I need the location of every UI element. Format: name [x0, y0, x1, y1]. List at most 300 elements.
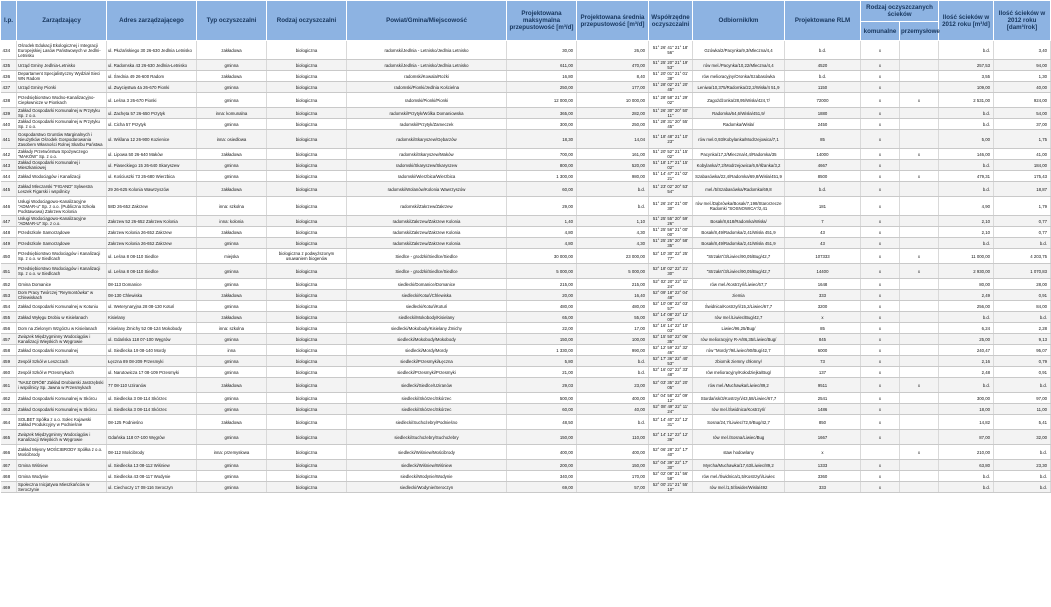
- cell-municipal[interactable]: x: [861, 279, 900, 290]
- cell-avg-capacity[interactable]: 161,00: [577, 149, 649, 160]
- cell-type[interactable]: zakładowa: [197, 415, 267, 430]
- cell-kind[interactable]: biologiczna: [267, 82, 347, 93]
- cell-avg-capacity[interactable]: 170,00: [577, 471, 649, 482]
- lp[interactable]: 445: [1, 182, 17, 197]
- cell-daily-volume[interactable]: 2,49: [939, 290, 994, 301]
- cell-max-capacity[interactable]: 150,00: [507, 430, 577, 445]
- cell-address[interactable]: ul. Siedlecka 13 08-112 Wiśniew: [107, 460, 197, 471]
- table-row[interactable]: [1, 171, 1051, 182]
- cell-yearly-volume[interactable]: 0,79: [994, 356, 1051, 367]
- lp[interactable]: 440: [1, 119, 17, 130]
- cell-coords[interactable]: 52° 06' 28" 22° 17' 40": [649, 445, 693, 460]
- cell-avg-capacity[interactable]: 990,00: [577, 345, 649, 356]
- cell-coords[interactable]: 51° 20' 52" 21° 15' 02": [649, 149, 693, 160]
- cell-kind[interactable]: biologiczna: [267, 460, 347, 471]
- cell-manager[interactable]: Zakład Wodociągów i Kanalizacji: [17, 171, 107, 182]
- cell-manager[interactable]: Dom Pracy Twórczej "Reymontówka" w Chlewiskach: [17, 290, 107, 301]
- cell-avg-capacity[interactable]: b.d.: [577, 415, 649, 430]
- cell-daily-volume[interactable]: 2 531,00: [939, 93, 994, 108]
- cell-avg-capacity[interactable]: 215,00: [577, 279, 649, 290]
- cell-address[interactable]: 08-130 Chlewiska: [107, 290, 197, 301]
- cell-rlm[interactable]: 3360: [785, 471, 861, 482]
- cell-coords[interactable]: 52° 14' 40" 22° 12' 31": [649, 415, 693, 430]
- cell-municipal[interactable]: x: [861, 130, 900, 149]
- cell-coords[interactable]: 52° 10' 08" 22° 03' 57": [649, 301, 693, 312]
- lp[interactable]: 443: [1, 160, 17, 171]
- cell-daily-volume[interactable]: 2,10: [939, 227, 994, 238]
- cell-daily-volume[interactable]: 2 930,00: [939, 264, 994, 279]
- cell-location[interactable]: radomski/Wolanów/Kolonia Wawrzyszów: [347, 182, 507, 197]
- cell-address[interactable]: ul. Leśna 3 26-670 Pionki: [107, 93, 197, 108]
- cell-kind[interactable]: biologiczna: [267, 378, 347, 393]
- cell-kind[interactable]: biologiczna: [267, 415, 347, 430]
- cell-yearly-volume[interactable]: b.d.: [994, 445, 1051, 460]
- cell-type[interactable]: zakładowa: [197, 378, 267, 393]
- cell-daily-volume[interactable]: 2,48: [939, 367, 994, 378]
- cell-rlm[interactable]: b.d.: [785, 71, 861, 82]
- cell-address[interactable]: ul. Gdańska 118 07-100 Węgrów: [107, 334, 197, 345]
- cell-coords[interactable]: 51° 26' 24" 21° 00' 30": [649, 197, 693, 216]
- cell-receiver[interactable]: rów mel./1,5/Świder/Wisła/492: [693, 482, 785, 493]
- cell-kind[interactable]: biologiczna: [267, 356, 347, 367]
- cell-location[interactable]: siedlecki/Skórzec/Skórzec: [347, 393, 507, 404]
- cell-yearly-volume[interactable]: 924,00: [994, 93, 1051, 108]
- cell-address[interactable]: ul. Weterynaryjna 28 08-130 Kotuń: [107, 301, 197, 312]
- cell-daily-volume[interactable]: b.d.: [939, 160, 994, 171]
- cell-industrial[interactable]: [900, 197, 939, 216]
- cell-yearly-volume[interactable]: 32,00: [994, 430, 1051, 445]
- table-row[interactable]: [1, 71, 1051, 82]
- cell-daily-volume[interactable]: 256,00: [939, 301, 994, 312]
- cell-industrial[interactable]: [900, 119, 939, 130]
- cell-rlm[interactable]: x: [785, 312, 861, 323]
- cell-municipal[interactable]: x: [861, 290, 900, 301]
- cell-max-capacity[interactable]: 1,40: [507, 216, 577, 227]
- cell-coords[interactable]: 52° 09' 18" 22° 04' 48": [649, 290, 693, 301]
- cell-kind[interactable]: biologiczna: [267, 108, 347, 119]
- cell-industrial[interactable]: x: [900, 93, 939, 108]
- cell-type[interactable]: inna: komunalna: [197, 108, 267, 119]
- cell-municipal[interactable]: x: [861, 301, 900, 312]
- cell-type[interactable]: gminna: [197, 471, 267, 482]
- cell-municipal[interactable]: x: [861, 264, 900, 279]
- cell-max-capacity[interactable]: 60,00: [507, 404, 577, 415]
- cell-rlm[interactable]: 4667: [785, 160, 861, 171]
- cell-avg-capacity[interactable]: 1,10: [577, 216, 649, 227]
- cell-avg-capacity[interactable]: 4,30: [577, 238, 649, 249]
- cell-daily-volume[interactable]: 300,00: [939, 393, 994, 404]
- cell-avg-capacity[interactable]: 16,40: [577, 290, 649, 301]
- cell-daily-volume[interactable]: 109,00: [939, 82, 994, 93]
- cell-rlm[interactable]: 1880: [785, 108, 861, 119]
- cell-max-capacity[interactable]: 340,00: [507, 471, 577, 482]
- cell-max-capacity[interactable]: 30,00: [507, 41, 577, 60]
- cell-kind[interactable]: biologiczna: [267, 367, 347, 378]
- cell-daily-volume[interactable]: 3,55: [939, 71, 994, 82]
- cell-yearly-volume[interactable]: 1,30: [994, 71, 1051, 82]
- cell-type[interactable]: zakładowa: [197, 149, 267, 160]
- lp[interactable]: 459: [1, 356, 17, 367]
- cell-type[interactable]: gminna: [197, 60, 267, 71]
- cell-receiver[interactable]: Leniwa/10,375/Radomka/22,2/Wisła/4 51,9: [693, 82, 785, 93]
- cell-avg-capacity[interactable]: 40,00: [577, 404, 649, 415]
- cell-daily-volume[interactable]: b.d.: [939, 471, 994, 482]
- lp[interactable]: 451: [1, 264, 17, 279]
- cell-kind[interactable]: biologiczna: [267, 238, 347, 249]
- cell-yearly-volume[interactable]: 9,13: [994, 334, 1051, 345]
- cell-yearly-volume[interactable]: b.d.: [994, 471, 1051, 482]
- table-row[interactable]: [1, 41, 1051, 60]
- cell-type[interactable]: gminna: [197, 119, 267, 130]
- cell-type[interactable]: gminna: [197, 393, 267, 404]
- cell-coords[interactable]: 52° 14' 08" 22° 12' 00": [649, 312, 693, 323]
- lp[interactable]: 463: [1, 404, 17, 415]
- cell-rlm[interactable]: 845: [785, 334, 861, 345]
- cell-coords[interactable]: 51° 25' 20" 21° 19' 53": [649, 60, 693, 71]
- cell-rlm[interactable]: 1333: [785, 460, 861, 471]
- cell-address[interactable]: 08-113 Domanice: [107, 279, 197, 290]
- col-lp[interactable]: l.p.: [1, 1, 17, 41]
- lp[interactable]: 461: [1, 378, 17, 393]
- col-wastewater-kind[interactable]: Rodzaj oczyszczanych ścieków: [861, 1, 939, 22]
- lp[interactable]: 449: [1, 238, 17, 249]
- cell-municipal[interactable]: x: [861, 345, 900, 356]
- cell-coords[interactable]: 51° 14' 47" 21° 02' 21": [649, 171, 693, 182]
- cell-location[interactable]: radomski/Zakrzew/Zakrzew: [347, 197, 507, 216]
- cell-location[interactable]: Siedlce - grodzki/Siedlce/Siedlce: [347, 264, 507, 279]
- cell-receiver[interactable]: Liwiec/96,25/Bug/: [693, 323, 785, 334]
- col-rlm[interactable]: Projektowane RLM: [785, 1, 861, 41]
- table-row[interactable]: [1, 301, 1051, 312]
- cell-type[interactable]: zakładowa: [197, 182, 267, 197]
- cell-receiver[interactable]: Stordańsk/3/Kostrzyń/43,58/Liwiec/67,7: [693, 393, 785, 404]
- cell-address[interactable]: ul. Cicha 57 Przytyk: [107, 119, 197, 130]
- cell-manager[interactable]: Zakład Gospodarki Komunalnej w Przytyku Sp. z o.o.: [17, 119, 107, 130]
- cell-kind[interactable]: biologiczna: [267, 160, 347, 171]
- cell-rlm[interactable]: 14000: [785, 149, 861, 160]
- cell-coords[interactable]: 52° 12' 59" 22° 32' 46": [649, 345, 693, 356]
- cell-manager[interactable]: Zespół Szkół w Leszczach: [17, 356, 107, 367]
- cell-kind[interactable]: biologiczna: [267, 301, 347, 312]
- cell-rlm[interactable]: 14400: [785, 264, 861, 279]
- cell-manager[interactable]: Przedsiębiorstwo Wodociągów i Kanalizacji Sp. z o.o. w Siedlcach: [17, 249, 107, 264]
- cell-daily-volume[interactable]: b.d.: [939, 312, 994, 323]
- cell-yearly-volume[interactable]: 97,00: [994, 393, 1051, 404]
- cell-location[interactable]: siedlecki/Mokobody/Mokobody: [347, 334, 507, 345]
- cell-type[interactable]: gminna: [197, 279, 267, 290]
- cell-yearly-volume[interactable]: 54,00: [994, 108, 1051, 119]
- cell-yearly-volume[interactable]: 1,75: [994, 130, 1051, 149]
- lp[interactable]: 438: [1, 93, 17, 108]
- cell-avg-capacity[interactable]: 4,30: [577, 227, 649, 238]
- col-type[interactable]: Typ oczyszczalni: [197, 1, 267, 41]
- cell-yearly-volume[interactable]: 4 203,75: [994, 249, 1051, 264]
- cell-address[interactable]: ul. Ciechoczy 17 08-116 Seroczyn: [107, 482, 197, 493]
- cell-manager[interactable]: Gmina Domanice: [17, 279, 107, 290]
- cell-municipal[interactable]: x: [861, 312, 900, 323]
- cell-coords[interactable]: 51° 25' 55" 20° 59' 26": [649, 216, 693, 227]
- cell-address[interactable]: ul. Narutowicza 17 08-109 Przesmyki: [107, 367, 197, 378]
- cell-type[interactable]: gminna: [197, 301, 267, 312]
- cell-receiver[interactable]: rów mel./Świdnica/Kostrzyń/: [693, 404, 785, 415]
- cell-location[interactable]: radomski/Kowala/Rożki: [347, 71, 507, 82]
- cell-manager[interactable]: Zakład Mleczarski "FIGAND" Sylwestra Leszek Figarski i wspólnicy: [17, 182, 107, 197]
- cell-max-capacity[interactable]: 400,00: [507, 445, 577, 460]
- cell-avg-capacity[interactable]: 470,00: [577, 60, 649, 71]
- cell-manager[interactable]: Zakład Gospodarki Komunalnej w Przytyku Sp. z o.o.: [17, 108, 107, 119]
- lp[interactable]: 465: [1, 430, 17, 445]
- cell-address[interactable]: Zakrzew Kolonia 26-652 Zakrzew: [107, 238, 197, 249]
- cell-avg-capacity[interactable]: 400,00: [577, 445, 649, 460]
- cell-avg-capacity[interactable]: 100,00: [577, 334, 649, 345]
- table-row[interactable]: [1, 323, 1051, 334]
- cell-receiver[interactable]: Szabasówka/22,4/Radomka/69,8/Wisła/451,9: [693, 171, 785, 182]
- cell-max-capacity[interactable]: 29,03: [507, 378, 577, 393]
- cell-avg-capacity[interactable]: b.d.: [577, 182, 649, 197]
- cell-industrial[interactable]: [900, 393, 939, 404]
- cell-daily-volume[interactable]: 2,10: [939, 216, 994, 227]
- cell-type[interactable]: gminna: [197, 367, 267, 378]
- cell-receiver[interactable]: rów melioracyjny/Kołodziejka/Bug/: [693, 367, 785, 378]
- cell-kind[interactable]: biologiczna: [267, 404, 347, 415]
- cell-yearly-volume[interactable]: 41,00: [994, 149, 1051, 160]
- cell-industrial[interactable]: x: [900, 264, 939, 279]
- cell-receiver[interactable]: ziemia: [693, 290, 785, 301]
- cell-yearly-volume[interactable]: b.d.: [994, 238, 1051, 249]
- table-row[interactable]: [1, 82, 1051, 93]
- cell-avg-capacity[interactable]: 17,00: [577, 323, 649, 334]
- cell-daily-volume[interactable]: 2,16: [939, 356, 994, 367]
- cell-receiver[interactable]: Sosna/24,7/Liwiec/72,9/Bug/42,7: [693, 415, 785, 430]
- cell-coords[interactable]: 52° 14' 12" 22° 12' 36": [649, 430, 693, 445]
- cell-yearly-volume[interactable]: 95,07: [994, 345, 1051, 356]
- cell-rlm[interactable]: 43: [785, 238, 861, 249]
- cell-rlm[interactable]: 137: [785, 367, 861, 378]
- cell-type[interactable]: zakładowa: [197, 41, 267, 60]
- cell-type[interactable]: zakładowa: [197, 71, 267, 82]
- cell-industrial[interactable]: [900, 238, 939, 249]
- cell-municipal[interactable]: x: [861, 356, 900, 367]
- cell-type[interactable]: inna: szkolna: [197, 323, 267, 334]
- cell-daily-volume[interactable]: 87,00: [939, 430, 994, 445]
- cell-rlm[interactable]: 3200: [785, 301, 861, 312]
- cell-receiver[interactable]: Radomka/Wisła/: [693, 119, 785, 130]
- cell-daily-volume[interactable]: 4,90: [939, 197, 994, 216]
- col-address[interactable]: Adres zarządzającego: [107, 1, 197, 41]
- table-row[interactable]: [1, 197, 1051, 216]
- lp[interactable]: 467: [1, 460, 17, 471]
- cell-address[interactable]: 58D 26-652 Zakrzew: [107, 197, 197, 216]
- table-row[interactable]: [1, 367, 1051, 378]
- cell-coords[interactable]: 52° 17' 36" 22° 40' 53": [649, 356, 693, 367]
- cell-manager[interactable]: "NASZ DRÓB" Zakład Drobiarski Jastrzębski i wspólnicy Sp. Jawna w Przesmykach: [17, 378, 107, 393]
- cell-yearly-volume[interactable]: 1 070,83: [994, 264, 1051, 279]
- lp[interactable]: 434: [1, 41, 17, 60]
- cell-max-capacity[interactable]: 300,00: [507, 119, 577, 130]
- cell-location[interactable]: siedlecki/Siedlce/Uziranów: [347, 378, 507, 393]
- cell-address[interactable]: ul. Lipowa 50 26-640 Maków: [107, 149, 197, 160]
- cell-location[interactable]: siedlecki/Przesmyki/Łęczna: [347, 356, 507, 367]
- cell-daily-volume[interactable]: 5,00: [939, 130, 994, 149]
- cell-industrial[interactable]: [900, 460, 939, 471]
- cell-industrial[interactable]: x: [900, 171, 939, 182]
- cell-manager[interactable]: Departament Specjalistyczny Wydział Sieci WN Radom: [17, 71, 107, 82]
- col-receiver[interactable]: Odbiornik/km: [693, 1, 785, 41]
- cell-address[interactable]: 29 26-625 Kolonia Wawrzyszów: [107, 182, 197, 197]
- cell-manager[interactable]: Przedszkole Samorządowe: [17, 227, 107, 238]
- cell-type[interactable]: zakładowa: [197, 290, 267, 301]
- cell-avg-capacity[interactable]: b.d.: [577, 197, 649, 216]
- cell-avg-capacity[interactable]: 23 000,00: [577, 249, 649, 264]
- cell-address[interactable]: ul. Zwycięstwa 4a 26-670 Pionki: [107, 82, 197, 93]
- table-row[interactable]: [1, 290, 1051, 301]
- cell-daily-volume[interactable]: 63,80: [939, 460, 994, 471]
- cell-coords[interactable]: 51° 18' 17" 21° 15' 02": [649, 160, 693, 171]
- lp[interactable]: 447: [1, 216, 17, 227]
- cell-max-capacity[interactable]: 800,00: [507, 160, 577, 171]
- cell-location[interactable]: radomski/Skaryszew/Gębarzów: [347, 130, 507, 149]
- cell-receiver[interactable]: Kobylanka/7,2/Modrzejowica/6,9/Iłżanka/3,2: [693, 160, 785, 171]
- cell-location[interactable]: radomski/Zakrzew/Zakrzew Kolonia: [347, 227, 507, 238]
- cell-max-capacity[interactable]: 12 000,00: [507, 93, 577, 108]
- cell-daily-volume[interactable]: b.d.: [939, 119, 994, 130]
- cell-avg-capacity[interactable]: 5 000,00: [577, 264, 649, 279]
- cell-yearly-volume[interactable]: 23,30: [994, 460, 1051, 471]
- cell-kind[interactable]: biologiczna: [267, 182, 347, 197]
- cell-industrial[interactable]: [900, 130, 939, 149]
- cell-kind[interactable]: biologiczna: [267, 197, 347, 216]
- cell-rlm[interactable]: b.d.: [785, 182, 861, 197]
- cell-yearly-volume[interactable]: 18,87: [994, 182, 1051, 197]
- cell-industrial[interactable]: [900, 71, 939, 82]
- cell-industrial[interactable]: [900, 471, 939, 482]
- cell-avg-capacity[interactable]: 10 000,00: [577, 93, 649, 108]
- cell-max-capacity[interactable]: 215,00: [507, 279, 577, 290]
- cell-municipal[interactable]: x: [861, 71, 900, 82]
- cell-industrial[interactable]: [900, 227, 939, 238]
- cell-location[interactable]: siedlecki/Wiśniew/Mościbrody: [347, 445, 507, 460]
- cell-daily-volume[interactable]: b.d.: [939, 108, 994, 119]
- cell-location[interactable]: radomski/Pionki/Jedlnia Kościelna: [347, 82, 507, 93]
- cell-receiver[interactable]: Myrcha/Muchawka/17,63/Liwiec/89,2: [693, 460, 785, 471]
- cell-rlm[interactable]: 6000: [785, 345, 861, 356]
- cell-receiver[interactable]: zbiornik ziemny chłonny/: [693, 356, 785, 367]
- cell-yearly-volume[interactable]: 175,43: [994, 171, 1051, 182]
- cell-address[interactable]: ul. Leśna 8 08-110 Siedlce: [107, 264, 197, 279]
- lp[interactable]: 435: [1, 60, 17, 71]
- cell-receiver[interactable]: rów mel./Kostrzyń/Liwiec/67,7: [693, 279, 785, 290]
- cell-daily-volume[interactable]: 14,82: [939, 415, 994, 430]
- cell-coords[interactable]: 51° 23' 02" 20° 53' 54": [649, 182, 693, 197]
- cell-daily-volume[interactable]: b.d.: [939, 41, 994, 60]
- cell-daily-volume[interactable]: 6,24: [939, 323, 994, 334]
- lp[interactable]: 464: [1, 415, 17, 430]
- cell-coords[interactable]: 51° 28' 58" 21° 29' 02": [649, 93, 693, 108]
- cell-type[interactable]: gminna: [197, 82, 267, 93]
- cell-industrial[interactable]: [900, 279, 939, 290]
- cell-location[interactable]: radomski/Jedlnia - Letnisko/Jedlnia Letnisko: [347, 60, 507, 71]
- cell-daily-volume[interactable]: 25,00: [939, 334, 994, 345]
- cell-receiver[interactable]: rów mel./Sosna/Liwiec/Bug: [693, 430, 785, 445]
- cell-daily-volume[interactable]: 479,31: [939, 171, 994, 182]
- cell-avg-capacity[interactable]: 55,00: [577, 312, 649, 323]
- cell-location[interactable]: radomski/Zakrzew/Zakrzew Kolonia: [347, 216, 507, 227]
- cell-industrial[interactable]: [900, 182, 939, 197]
- table-row[interactable]: [1, 415, 1051, 430]
- cell-manager[interactable]: Zespół Szkół w Przesmykach: [17, 367, 107, 378]
- cell-rlm[interactable]: x: [785, 445, 861, 460]
- cell-municipal[interactable]: x: [861, 182, 900, 197]
- cell-manager[interactable]: Związek Międzygminny Wodociągów i Kanalizacji Wiejskich w Węgrowie: [17, 334, 107, 345]
- cell-manager[interactable]: Przedsiębiorstwo Wodno-Kanalizacyjno-Ciepłownicze w Pionkach: [17, 93, 107, 108]
- cell-coords[interactable]: 52° 15' 50" 22° 06' 35": [649, 334, 693, 345]
- cell-municipal[interactable]: x: [861, 149, 900, 160]
- cell-municipal[interactable]: x: [861, 108, 900, 119]
- cell-max-capacity[interactable]: 18,30: [507, 130, 577, 149]
- cell-rlm[interactable]: 1150: [785, 82, 861, 93]
- cell-municipal[interactable]: x: [861, 249, 900, 264]
- lp[interactable]: 454: [1, 301, 17, 312]
- table-row[interactable]: [1, 119, 1051, 130]
- lp[interactable]: 455: [1, 312, 17, 323]
- cell-avg-capacity[interactable]: 520,00: [577, 160, 649, 171]
- cell-coords[interactable]: 52° 10' 30" 22° 25' 77": [649, 249, 693, 264]
- cell-coords[interactable]: 52° 00' 21" 21° 55' 10": [649, 482, 693, 493]
- cell-receiver[interactable]: Bosak/8,49/Radomka/2,41/Wisła 451,9: [693, 227, 785, 238]
- cell-yearly-volume[interactable]: 94,00: [994, 60, 1051, 71]
- cell-municipal[interactable]: x: [861, 334, 900, 345]
- lp[interactable]: 442: [1, 149, 17, 160]
- table-row[interactable]: [1, 393, 1051, 404]
- table-row[interactable]: [1, 249, 1051, 264]
- cell-coords[interactable]: 52° 18' 02" 22° 21' 30": [649, 264, 693, 279]
- cell-municipal[interactable]: x: [861, 367, 900, 378]
- cell-rlm[interactable]: b.d.: [785, 41, 861, 60]
- lp[interactable]: 453: [1, 290, 17, 301]
- cell-avg-capacity[interactable]: 980,00: [577, 171, 649, 182]
- cell-municipal[interactable]: x: [861, 430, 900, 445]
- cell-municipal[interactable]: x: [861, 238, 900, 249]
- cell-receiver[interactable]: "Strzała"/3/Liwiec/90,05/Bug/42,7: [693, 249, 785, 264]
- cell-daily-volume[interactable]: 11 000,00: [939, 249, 994, 264]
- cell-daily-volume[interactable]: 257,53: [939, 60, 994, 71]
- cell-location[interactable]: siedlecki/Wodynie/Wodynie: [347, 471, 507, 482]
- cell-kind[interactable]: biologiczna: [267, 41, 347, 60]
- cell-municipal[interactable]: x: [861, 41, 900, 60]
- cell-manager[interactable]: Zakłady Przetwórstwa Spożywczego "MAKÓW" Sp. z o.o.: [17, 149, 107, 160]
- col-location[interactable]: Powiat/Gmina/Miejscowość: [347, 1, 507, 41]
- cell-max-capacity[interactable]: 29,00: [507, 197, 577, 216]
- table-row[interactable]: [1, 345, 1051, 356]
- table-row[interactable]: [1, 227, 1051, 238]
- lp[interactable]: 468: [1, 471, 17, 482]
- cell-avg-capacity[interactable]: 282,00: [577, 108, 649, 119]
- cell-receiver[interactable]: rów mel./Świdnica/1,5/Kostrzyń/Liwiec: [693, 471, 785, 482]
- cell-manager[interactable]: Przedsiębiorstwo Wodociągów i Kanalizacji Sp. z o.o. w Siedlcach: [17, 264, 107, 279]
- lp[interactable]: 458: [1, 345, 17, 356]
- cell-address[interactable]: ul. Radomska 43 26-630 Jedlnia-Letnisko: [107, 60, 197, 71]
- cell-daily-volume[interactable]: 240,47: [939, 345, 994, 356]
- lp[interactable]: 437: [1, 82, 17, 93]
- lp[interactable]: 460: [1, 367, 17, 378]
- cell-kind[interactable]: biologiczna: [267, 279, 347, 290]
- cell-address[interactable]: ul. Piaseckiego 15 26-640 Skaryszew: [107, 160, 197, 171]
- table-row[interactable]: [1, 160, 1051, 171]
- cell-manager[interactable]: Społeczna Inicjatywa Mieszkańców w Seroczynie: [17, 482, 107, 493]
- cell-type[interactable]: gminna: [197, 93, 267, 108]
- cell-industrial[interactable]: x: [900, 445, 939, 460]
- table-row[interactable]: [1, 445, 1051, 460]
